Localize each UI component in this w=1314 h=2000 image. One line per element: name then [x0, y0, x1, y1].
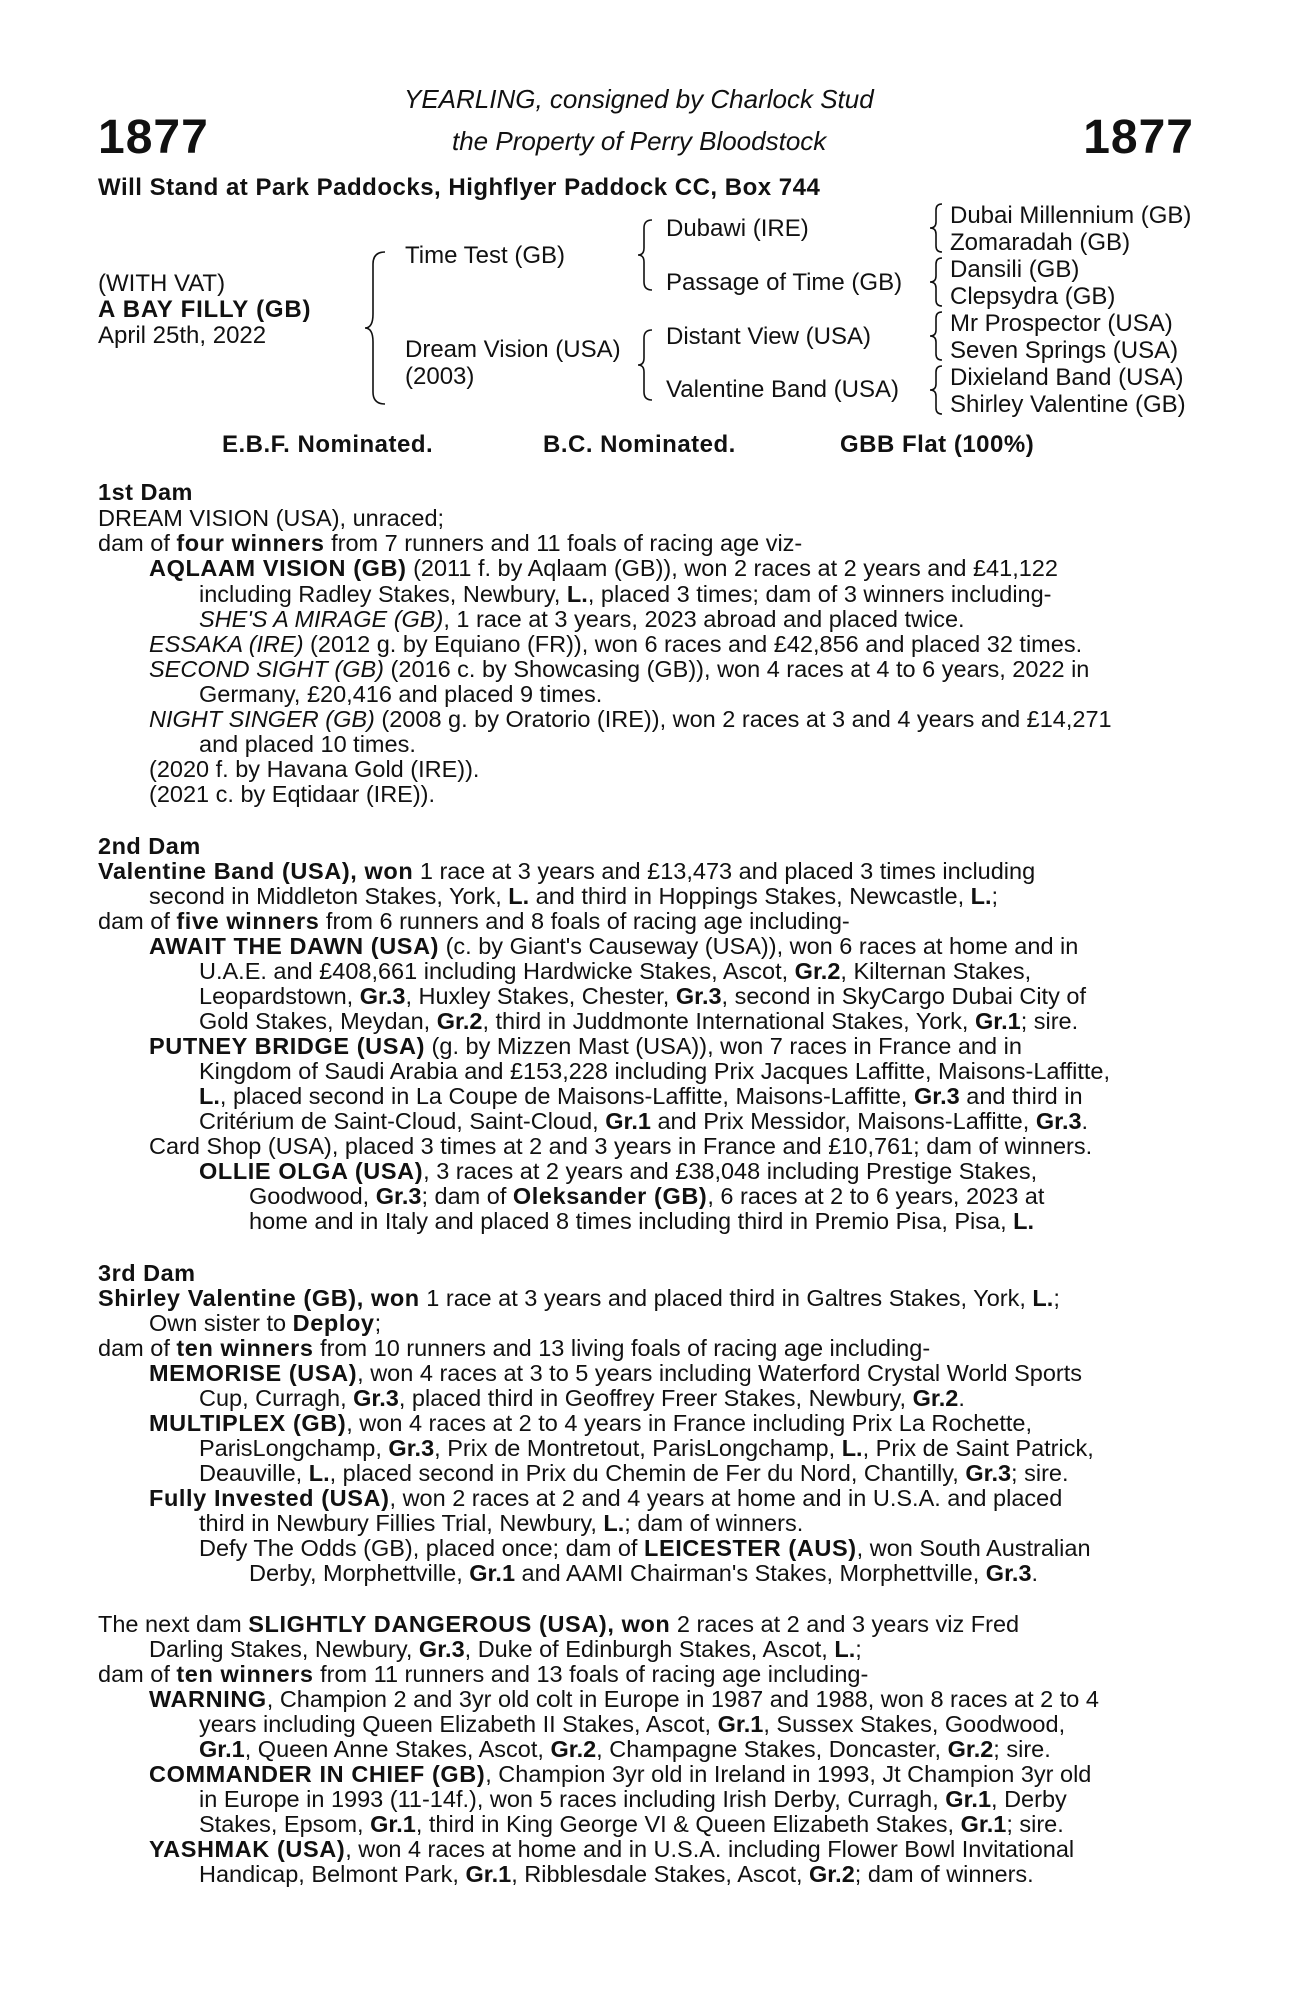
section-heading: 3rd Dam — [98, 1260, 196, 1286]
produce-entry: YASHMAK (USA), won 4 races at home and in U.S.A. including Flower Bowl Invitational — [149, 1836, 1075, 1862]
sire-dam: Passage of Time (GB) — [666, 269, 903, 296]
section-heading: 1st Dam — [98, 479, 193, 505]
ebf-nomination: E.B.F. Nominated. — [222, 431, 434, 458]
gen3-dds: Dixieland Band (USA) — [950, 364, 1184, 391]
gen3-sdd: Clepsydra (GB) — [950, 283, 1116, 310]
gen3-ddd: Shirley Valentine (GB) — [950, 391, 1186, 418]
produce-entry-cont: in Europe in 1993 (11-14f.), won 5 races including Irish Derby, Curragh, Gr.1, Derby — [199, 1786, 1067, 1812]
grand-produce-entry-cont: Goodwood, Gr.3; dam of Oleksander (GB), 6 races at 2 to 6 years, 2023 at — [249, 1183, 1045, 1209]
produce-entry-cont: Leopardstown, Gr.3, Huxley Stakes, Chester, Gr.3, second in SkyCargo Dubai City of — [199, 983, 1086, 1009]
produce-entry-cont: years including Queen Elizabeth II Stakes, Ascot, Gr.1, Sussex Stakes, Goodwood, — [199, 1711, 1066, 1737]
lot-number-left: 1877 — [98, 111, 209, 164]
dam-produce-summary: dam of five winners from 6 runners and 8 foals of racing age including- — [98, 908, 850, 934]
produce-entry-cont: Gold Stakes, Meydan, Gr.2, third in Juddmonte International Stakes, York, Gr.1; sire. — [199, 1008, 1079, 1034]
produce-entry: SECOND SIGHT (GB) (2016 c. by Showcasing (GB)), won 4 races at 4 to 6 years, 2022 in — [149, 656, 1090, 682]
produce-entry-cont: Stakes, Epsom, Gr.1, third in King George VI & Queen Elizabeth Stakes, Gr.1; sire. — [199, 1811, 1064, 1837]
dam-sire: Distant View (USA) — [666, 323, 871, 350]
produce-entry-cont: Germany, £20,416 and placed 9 times. — [199, 681, 603, 707]
produce-entry-cont: SHE'S A MIRAGE (GB), 1 race at 3 years, 2023 abroad and placed twice. — [199, 606, 965, 632]
produce-entry: ESSAKA (IRE) (2012 g. by Equiano (FR)), won 6 races and £42,856 and placed 32 times. — [149, 631, 1083, 657]
dam-produce-summary: dam of ten winners from 10 runners and 13 living foals of racing age including- — [98, 1335, 931, 1361]
consignor-line: YEARLING, consigned by Charlock Stud — [404, 84, 874, 114]
gen3-dss: Mr Prospector (USA) — [950, 310, 1173, 337]
pedigree-brace-gen3-1 — [930, 202, 944, 254]
produce-entry-cont: including Radley Stakes, Newbury, L., placed 3 times; dam of 3 winners including- — [199, 581, 1052, 607]
grand-produce-entry-cont: home and in Italy and placed 8 times including third in Premio Pisa, Pisa, L. — [249, 1208, 1035, 1234]
stand-location: Will Stand at Park Paddocks, Highflyer Paddock CC, Box 744 — [98, 174, 821, 201]
produce-entry-cont: U.A.E. and £408,661 including Hardwicke Stakes, Ascot, Gr.2, Kilternan Stakes, — [199, 958, 1032, 984]
pedigree-brace-main — [367, 250, 387, 406]
next-dam-record: The next dam SLIGHTLY DANGEROUS (USA), won 2 races at 2 and 3 years viz Fred — [98, 1611, 1020, 1637]
produce-entry: MEMORISE (USA), won 4 races at 3 to 5 years including Waterford Crystal World Sports — [149, 1360, 1083, 1386]
produce-entry-cont: Kingdom of Saudi Arabia and £153,228 including Prix Jacques Laffitte, Maisons-Laffitte, — [199, 1058, 1110, 1084]
dam-record-cont: Own sister to Deploy; — [149, 1310, 382, 1336]
sire-name: Time Test (GB) — [405, 242, 566, 269]
grand-produce-entry-cont: Derby, Morphettville, Gr.1 and AAMI Chairman's Stakes, Morphettville, Gr.3. — [249, 1560, 1039, 1586]
gbb-status: GBB Flat (100%) — [840, 431, 1035, 458]
gen3-dsd: Seven Springs (USA) — [950, 337, 1179, 364]
grand-produce-entry: OLLIE OLGA (USA), 3 races at 2 years and £38,048 including Prestige Stakes, — [199, 1158, 1038, 1184]
produce-entry: AQLAAM VISION (GB) (2011 f. by Aqlaam (GB)), won 2 races at 2 years and £41,122 — [149, 555, 1058, 581]
dam-produce-summary: dam of four winners from 7 runners and 11 foals of racing age viz- — [98, 530, 803, 556]
property-line: the Property of Perry Bloodstock — [452, 126, 827, 156]
dam-record-cont: second in Middleton Stakes, York, L. and third in Hoppings Stakes, Newcastle, L.; — [149, 883, 999, 909]
produce-entry: (2020 f. by Havana Gold (IRE)). — [149, 756, 480, 782]
gen3-sss: Dubai Millennium (GB) — [950, 202, 1192, 229]
sire-sire: Dubawi (IRE) — [666, 215, 809, 242]
dam-produce-summary: dam of ten winners from 11 runners and 13 foals of racing age including- — [98, 1661, 869, 1687]
vat-note: (WITH VAT) — [98, 270, 226, 297]
produce-entry: MULTIPLEX (GB), won 4 races at 2 to 4 years in France including Prix La Rochette, — [149, 1410, 1033, 1436]
grand-produce-entry: Defy The Odds (GB), placed once; dam of LEICESTER (AUS), won South Australian — [199, 1535, 1091, 1561]
gen3-sds: Dansili (GB) — [950, 256, 1080, 283]
first-dam-section — [98, 480, 1194, 557]
produce-entry-cont: and placed 10 times. — [199, 731, 416, 757]
bc-nomination: B.C. Nominated. — [543, 431, 736, 458]
produce-entry: WARNING, Champion 2 and 3yr old colt in Europe in 1987 and 1988, won 8 races at 2 to 4 — [149, 1686, 1099, 1712]
produce-entry: AWAIT THE DAWN (USA) (c. by Giant's Causeway (USA)), won 6 races at home and in — [149, 933, 1079, 959]
lot-number-right: 1877 — [1083, 111, 1194, 164]
produce-entry: Card Shop (USA), placed 3 times at 2 and 3 years in France and £10,761; dam of winners. — [149, 1133, 1093, 1159]
horse-dob: April 25th, 2022 — [98, 322, 267, 349]
produce-entry: PUTNEY BRIDGE (USA) (g. by Mizzen Mast (USA)), won 7 races in France and in — [149, 1033, 1022, 1059]
produce-entry-cont: third in Newbury Fillies Trial, Newbury, L.; dam of winners. — [199, 1510, 804, 1536]
produce-entry: COMMANDER IN CHIEF (GB), Champion 3yr old in Ireland in 1993, Jt Champion 3yr old — [149, 1761, 1092, 1787]
produce-entry-cont: L., placed second in La Coupe de Maisons-Laffitte, Maisons-Laffitte, Gr.3 and third in — [199, 1083, 1083, 1109]
pedigree-brace-dam — [638, 328, 654, 402]
produce-entry-cont: Handicap, Belmont Park, Gr.1, Ribblesdale Stakes, Ascot, Gr.2; dam of winners. — [199, 1861, 1034, 1887]
dam-dam: Valentine Band (USA) — [666, 376, 900, 403]
produce-entry-cont: Gr.1, Queen Anne Stakes, Ascot, Gr.2, Champagne Stakes, Doncaster, Gr.2; sire. — [199, 1736, 1051, 1762]
dam-record: Valentine Band (USA), won 1 race at 3 years and £13,473 and placed 3 times including — [98, 858, 1036, 884]
dam-year: (2003) — [405, 363, 475, 390]
pedigree-brace-gen3-4 — [930, 364, 944, 416]
produce-entry: NIGHT SINGER (GB) (2008 g. by Oratorio (IRE)), won 2 races at 3 and 4 years and £14,271 — [149, 706, 1112, 732]
produce-entry-cont: Deauville, L., placed second in Prix du Chemin de Fer du Nord, Chantilly, Gr.3; sire. — [199, 1460, 1069, 1486]
pedigree-brace-gen3-2 — [930, 256, 944, 308]
gen3-ssd: Zomaradah (GB) — [950, 229, 1131, 256]
produce-entry: Fully Invested (USA), won 2 races at 2 and 4 years at home and in U.S.A. and placed — [149, 1485, 1063, 1511]
horse-name: A BAY FILLY (GB) — [98, 296, 312, 323]
pedigree-brace-gen3-3 — [930, 310, 944, 362]
produce-entry-cont: Critérium de Saint-Cloud, Saint-Cloud, Gr.1 and Prix Messidor, Maisons-Laffitte, Gr.3. — [199, 1108, 1089, 1134]
produce-entry-cont: ParisLongchamp, Gr.3, Prix de Montretout, ParisLongchamp, L., Prix de Saint Patrick, — [199, 1435, 1094, 1461]
dam-name-line: DREAM VISION (USA), unraced; — [98, 504, 445, 531]
pedigree-brace-sire — [638, 218, 654, 292]
dam-name: Dream Vision (USA) — [405, 336, 621, 363]
produce-entry: (2021 c. by Eqtidaar (IRE)). — [149, 781, 436, 807]
dam-record: Shirley Valentine (GB), won 1 race at 3 years and placed third in Galtres Stakes, York, L.; — [98, 1285, 1060, 1311]
section-heading: 2nd Dam — [98, 833, 201, 859]
produce-entry-cont: Cup, Curragh, Gr.3, placed third in Geoffrey Freer Stakes, Newbury, Gr.2. — [199, 1385, 965, 1411]
next-dam-record-cont: Darling Stakes, Newbury, Gr.3, Duke of Edinburgh Stakes, Ascot, L.; — [149, 1636, 862, 1662]
